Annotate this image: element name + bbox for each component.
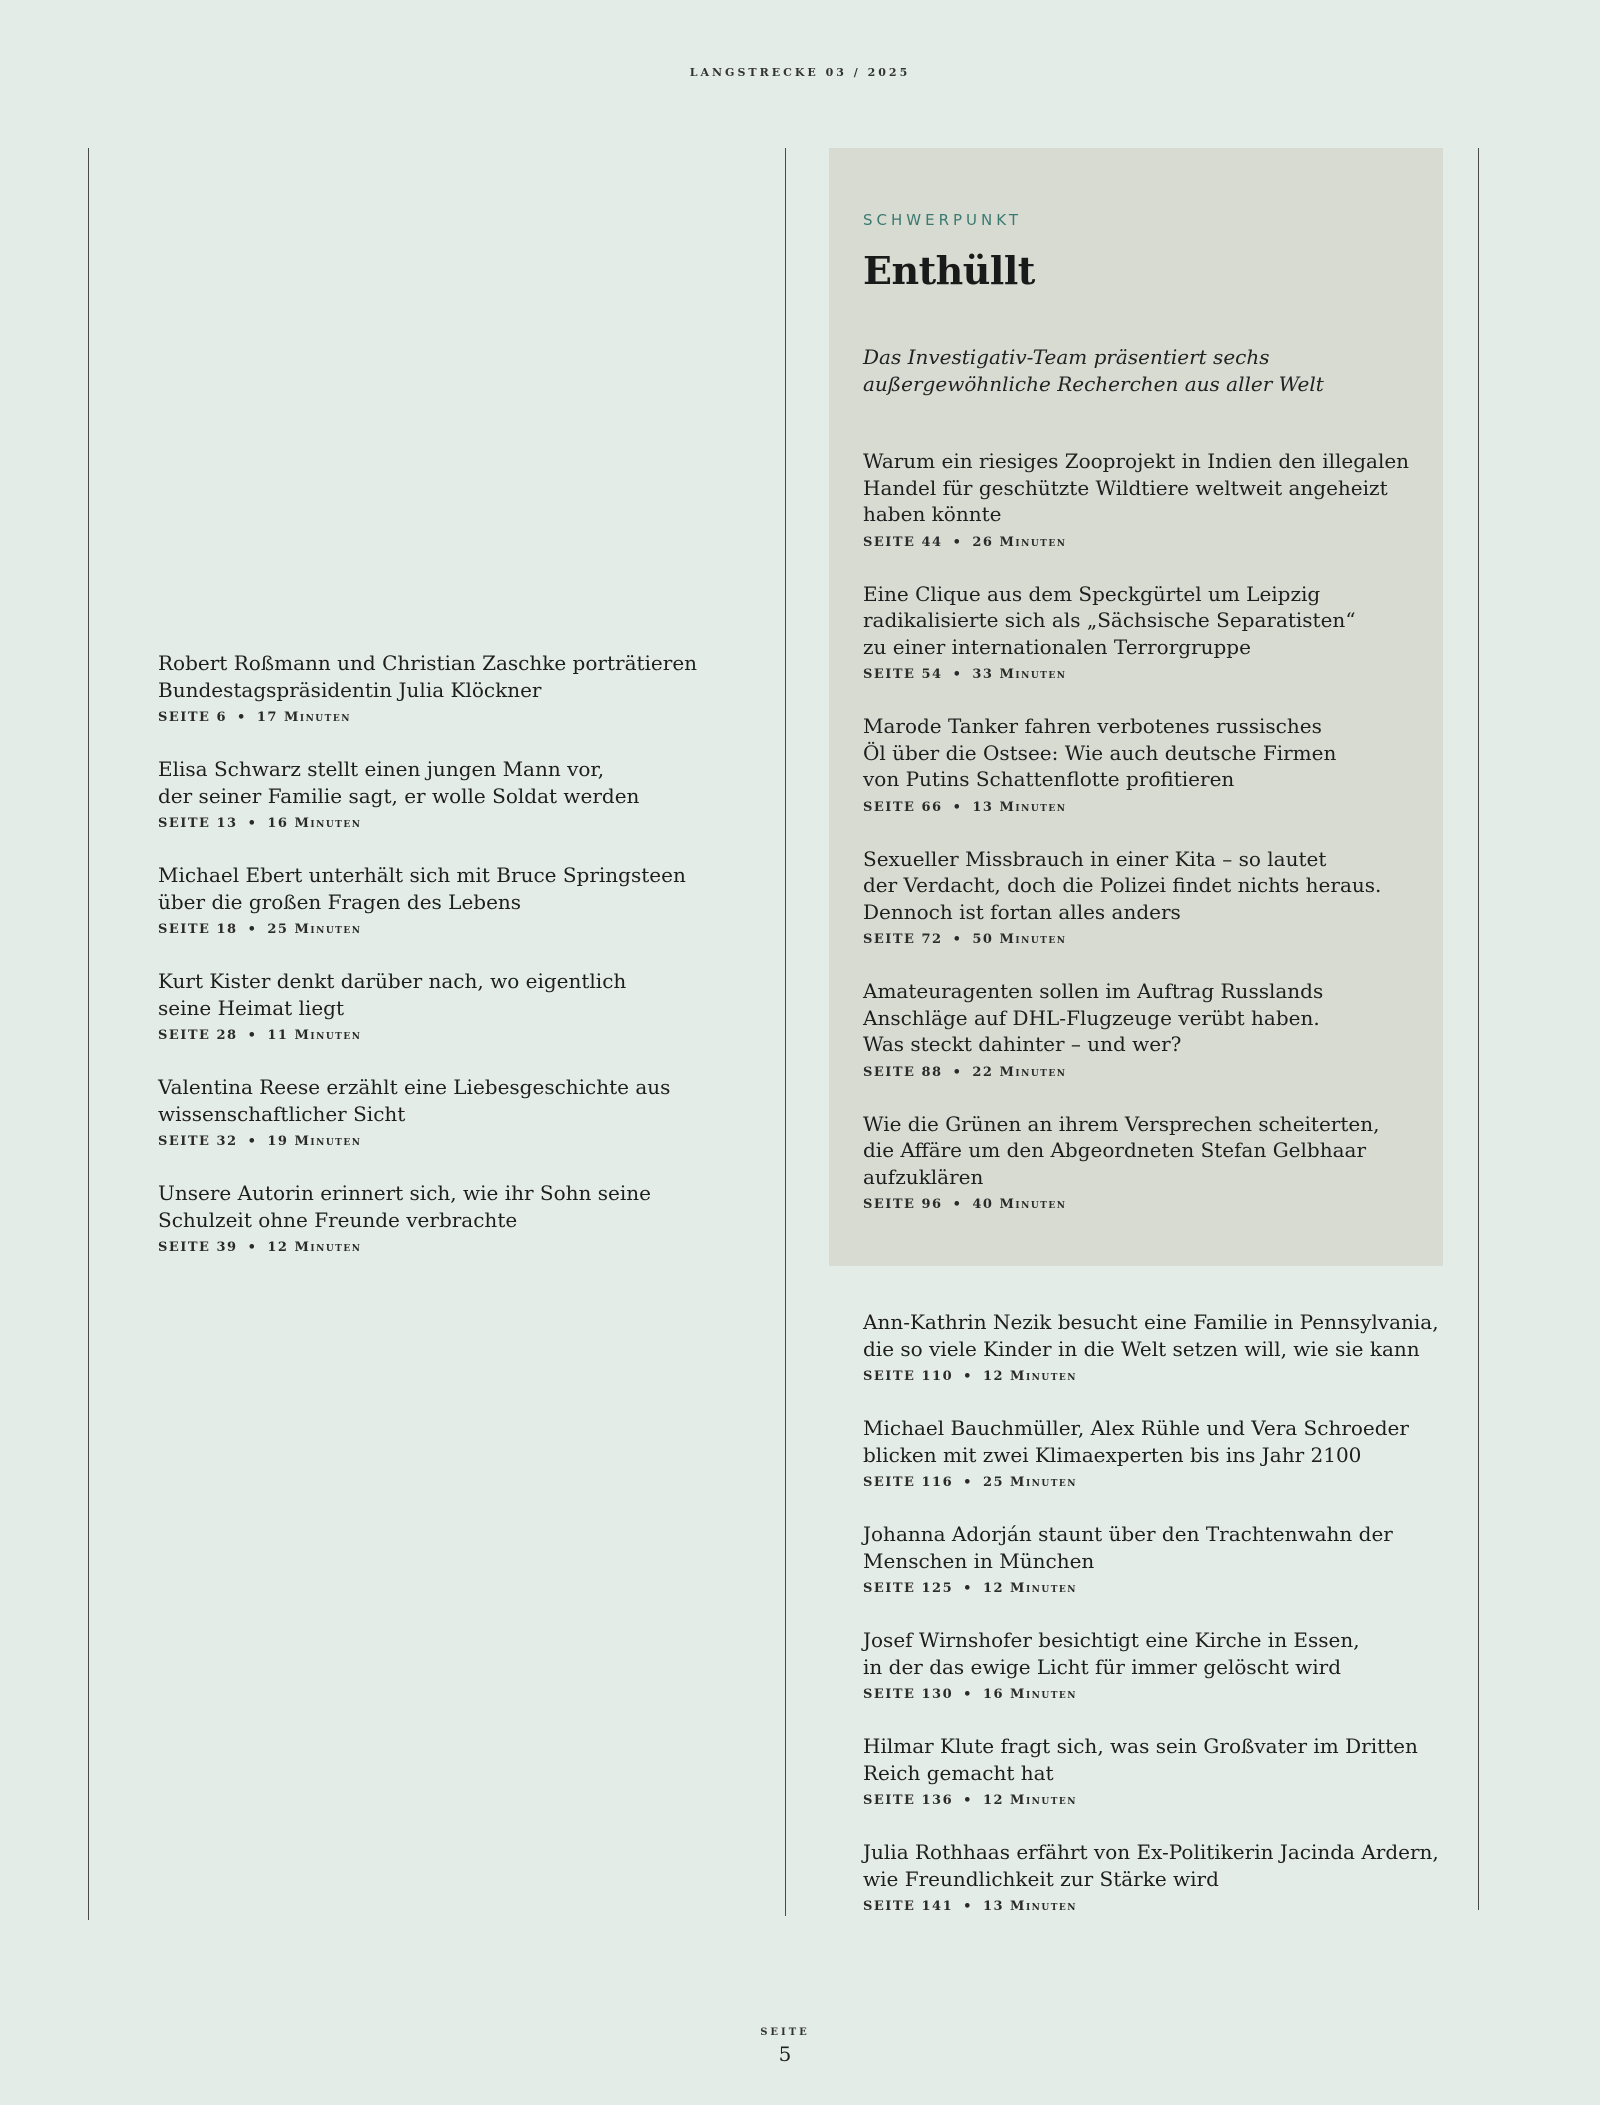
toc-entry[interactable] — [863, 581, 1423, 685]
toc-entry-page: SEITE 6 — [158, 710, 228, 725]
toc-entry-page: SEITE 18 — [158, 922, 238, 937]
separator-dot: • — [963, 1369, 973, 1384]
toc-entry-page: SEITE 32 — [158, 1134, 238, 1149]
toc-entry-description: Wie die Grünen an ihrem Versprechen scheiterten, die Affäre um den Abgeordneten Stefan Gelbhaar aufzuklären — [863, 1111, 1380, 1189]
separator-dot: • — [952, 667, 963, 682]
toc-entry-page: SEITE 54 — [863, 667, 943, 682]
toc-entry-reading-time: 25 Minuten — [982, 1475, 1078, 1490]
separator-dot: • — [952, 799, 963, 815]
toc-entry-description: Ann-Kathrin Nezik besucht eine Familie in Pennsylvania, die so viele Kinder in die Welt setzen will, wie sie kann — [863, 1310, 1439, 1361]
toc-entry-reading-time: 22 Minuten — [972, 1064, 1067, 1080]
toc-entry-description: Sexueller Missbrauch in einer Kita – so lautet der Verdacht, doch die Polizei findet nichts heraus. Dennoch ist fortan alles anders — [863, 846, 1382, 924]
running-head: LANGSTRECKE 03 / 2025 — [689, 66, 911, 79]
toc-entry[interactable] — [863, 448, 1423, 552]
right-margin-rule — [1478, 148, 1479, 1910]
toc-entry-reading-time: 25 Minuten — [267, 922, 362, 937]
toc-entry-page: SEITE 125 — [863, 1581, 954, 1596]
toc-entry-meta — [863, 534, 1423, 552]
separator-dot: • — [247, 816, 258, 831]
toc-entry-description: Michael Bauchmüller, Alex Rühle und Vera Schroeder blicken mit zwei Klimaexperten bis ins Jahr 2100 — [863, 1416, 1409, 1467]
toc-entry-reading-time: 19 Minuten — [267, 1134, 362, 1149]
separator-dot: • — [963, 1687, 973, 1702]
separator-dot: • — [963, 1475, 973, 1490]
toc-entry[interactable] — [863, 1415, 1463, 1492]
center-column-rule — [785, 148, 786, 1916]
toc-entry[interactable] — [158, 1074, 758, 1151]
toc-entry-reading-time: 26 Minuten — [972, 534, 1067, 550]
toc-entry[interactable] — [158, 968, 758, 1045]
toc-entry[interactable] — [863, 713, 1423, 817]
toc-entry-page: SEITE 72 — [863, 932, 943, 947]
toc-entry-reading-time: 50 Minuten — [972, 932, 1067, 947]
toc-entry-reading-time: 13 Minuten — [972, 799, 1067, 815]
toc-entry-reading-time: 33 Minuten — [972, 667, 1067, 682]
toc-entry[interactable] — [158, 862, 758, 939]
schwerpunkt-list — [863, 448, 1423, 1243]
toc-entry-meta — [863, 1898, 1463, 1916]
toc-entry-page: SEITE 44 — [863, 534, 943, 550]
toc-entry-meta — [863, 799, 1423, 817]
toc-entry[interactable] — [863, 1521, 1463, 1598]
toc-entry[interactable] — [158, 1180, 758, 1257]
toc-entry-meta — [158, 1133, 758, 1151]
toc-entry-meta — [158, 1027, 758, 1045]
toc-entry-description: Warum ein riesiges Zooprojekt in Indien den illegalen Handel für geschützte Wildtiere weltweit angeheizt haben könnte — [863, 449, 1410, 526]
toc-entry-page: SEITE 13 — [158, 816, 238, 831]
toc-entry-description: Hilmar Klute fragt sich, was sein Großvater im Dritten Reich gemacht hat — [863, 1734, 1418, 1785]
toc-entry-description: Amateuragenten sollen im Auftrag Russlands Anschläge auf DHL-Flugzeuge verübt haben. Was steckt dahinter – und wer? — [863, 979, 1324, 1056]
toc-entry-reading-time: 11 Minuten — [267, 1028, 362, 1043]
toc-entry-description: Marode Tanker fahren verbotenes russisches Öl über die Ostsee: Wie auch deutsche Firmen von Putins Schattenflotte profitieren — [863, 714, 1337, 791]
toc-entry-reading-time: 12 Minuten — [982, 1793, 1078, 1808]
toc-entry-page: SEITE 66 — [863, 799, 943, 815]
toc-entry-page: SEITE 39 — [158, 1240, 238, 1255]
left-column-list — [158, 650, 758, 1286]
separator-dot: • — [247, 1028, 258, 1043]
toc-entry-page: SEITE 136 — [863, 1793, 954, 1808]
separator-dot: • — [247, 1134, 258, 1149]
toc-entry-reading-time: 16 Minuten — [267, 816, 362, 831]
toc-entry[interactable] — [863, 1839, 1463, 1916]
toc-entry-meta — [158, 709, 758, 727]
toc-entry-meta — [158, 815, 758, 833]
toc-entry-description: Kurt Kister denkt darüber nach, wo eigentlich seine Heimat liegt — [158, 969, 627, 1020]
section-intro: Das Investigativ-Team präsentiert sechs außergewöhnliche Recherchen aus aller Welt — [863, 345, 1324, 396]
toc-entry-meta — [863, 1368, 1463, 1386]
toc-entry[interactable] — [863, 1309, 1463, 1386]
toc-entry-meta — [863, 1686, 1463, 1704]
toc-entry-meta — [158, 1239, 758, 1257]
toc-entry-page: SEITE 116 — [863, 1475, 954, 1490]
separator-dot: • — [963, 1581, 973, 1596]
toc-entry-description: Valentina Reese erzählt eine Liebesgeschichte aus wissenschaftlicher Sicht — [158, 1075, 671, 1126]
toc-entry[interactable] — [158, 650, 758, 727]
toc-entry[interactable] — [158, 756, 758, 833]
toc-entry-meta — [863, 931, 1423, 949]
toc-entry-reading-time: 40 Minuten — [972, 1197, 1067, 1212]
toc-entry-reading-time: 12 Minuten — [982, 1369, 1078, 1384]
toc-entry-page: SEITE 96 — [863, 1197, 943, 1212]
toc-entry[interactable] — [863, 846, 1423, 950]
toc-entry-meta — [863, 1792, 1463, 1810]
toc-entry[interactable] — [863, 1111, 1423, 1215]
separator-dot: • — [952, 1064, 963, 1080]
toc-entry-reading-time: 13 Minuten — [982, 1899, 1078, 1914]
separator-dot: • — [952, 1197, 963, 1212]
toc-entry-meta — [863, 1064, 1423, 1082]
toc-entry-page: SEITE 141 — [863, 1899, 954, 1914]
toc-entry-reading-time: 17 Minuten — [256, 710, 351, 725]
left-margin-rule — [88, 148, 89, 1920]
toc-entry-reading-time: 12 Minuten — [267, 1240, 362, 1255]
toc-entry-description: Elisa Schwarz stellt einen jungen Mann vor, der seiner Familie sagt, er wolle Soldat werden — [158, 757, 640, 808]
toc-entry-meta — [158, 921, 758, 939]
separator-dot: • — [237, 710, 247, 725]
separator-dot: • — [963, 1793, 973, 1808]
toc-entry-meta — [863, 1580, 1463, 1598]
toc-entry-description: Robert Roßmann und Christian Zaschke porträtieren Bundestagspräsidentin Julia Klöckner — [158, 651, 698, 702]
separator-dot: • — [952, 534, 963, 550]
toc-entry-meta — [863, 1196, 1423, 1214]
right-column-list — [863, 1309, 1463, 1945]
toc-entry-reading-time: 12 Minuten — [982, 1581, 1078, 1596]
toc-entry-description: Michael Ebert unterhält sich mit Bruce Springsteen über die großen Fragen des Lebens — [158, 863, 686, 914]
toc-entry[interactable] — [863, 1733, 1463, 1810]
footer-page-number: 5 — [778, 2042, 792, 2066]
toc-entry-page: SEITE 88 — [863, 1064, 943, 1080]
section-title: Enthüllt — [863, 248, 1035, 293]
toc-entry-page: SEITE 28 — [158, 1028, 238, 1043]
separator-dot: • — [247, 922, 258, 937]
toc-entry-description: Eine Clique aus dem Speckgürtel um Leipzig radikalisierte sich als „Sächsische Separatisten“ zu einer internationalen Terrorgruppe — [863, 581, 1356, 659]
toc-entry-reading-time: 16 Minuten — [982, 1687, 1078, 1702]
toc-entry[interactable] — [863, 978, 1423, 1082]
toc-entry[interactable] — [863, 1627, 1463, 1704]
separator-dot: • — [963, 1899, 973, 1914]
toc-entry-description: Unsere Autorin erinnert sich, wie ihr Sohn seine Schulzeit ohne Freunde verbrachte — [158, 1181, 651, 1232]
toc-entry-description: Julia Rothhaas erfährt von Ex-Politikerin Jacinda Ardern, wie Freundlichkeit zur Stärke wird — [863, 1840, 1439, 1891]
toc-entry-page: SEITE 110 — [863, 1369, 954, 1384]
section-kicker: SCHWERPUNKT — [863, 211, 1023, 229]
toc-entry-meta — [863, 666, 1423, 684]
separator-dot: • — [247, 1240, 258, 1255]
toc-entry-meta — [863, 1474, 1463, 1492]
footer-page-label: SEITE — [760, 2027, 810, 2038]
toc-entry-description: Josef Wirnshofer besichtigt eine Kirche in Essen, in der das ewige Licht für immer gelöscht wird — [863, 1628, 1360, 1679]
separator-dot: • — [952, 932, 963, 947]
schwerpunkt-panel — [829, 148, 1443, 1266]
toc-entry-description: Johanna Adorján staunt über den Trachtenwahn der Menschen in München — [863, 1522, 1393, 1573]
toc-entry-page: SEITE 130 — [863, 1687, 954, 1702]
